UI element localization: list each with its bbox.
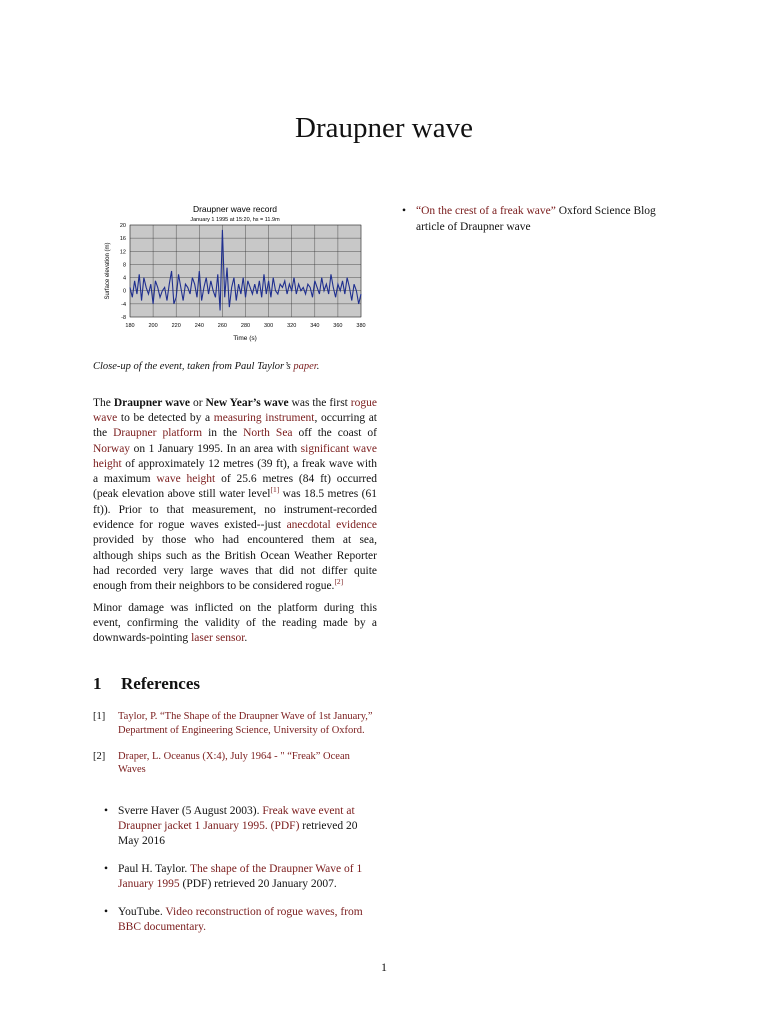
- x-tick-label: 300: [264, 323, 274, 329]
- link-laser-sensor[interactable]: laser sensor: [191, 632, 245, 645]
- main-column: [93, 198, 377, 948]
- bullet-icon: •: [104, 863, 109, 876]
- link-measuring-instrument[interactable]: measuring instrument: [213, 411, 315, 424]
- link-rogue-wave[interactable]: rogue wave: [93, 396, 377, 424]
- list-item: • “On the crest of a freak wave” Oxford Science Blog article of Draupner wave: [402, 205, 656, 233]
- intro-paragraph: The Draupner wave or New Year’s wave was the first rogue wave to be detected by a measuring instrument, occurring at the Draupner platform in the North Sea off the coast of Norway on 1 January 1995. In an area with significant wave height of approximately 12 metres (39 ft), a freak wave with a maximum wave height of 25.6 metres (84 ft) occurred (peak elevation above still water level[1] was 18.5 metres (61 ft)). Prior to that measurement, no instrument-recorded evidence for rogue waves existed--just anecdotal evidence provided by those who had encountered them at sea, although ships such as the British Ocean Weather Reporter had recorded very large waves that did not differ quite enough from their neighbors to be considered rogue.[2]: [93, 396, 378, 593]
- link-taylor-shape[interactable]: The shape of the Draupner Wave of 1 January 1995: [118, 863, 363, 891]
- list-item: • Paul H. Taylor. The shape of the Draupner Wave of 1 January 1995 (PDF) retrieved 20 January 2007.: [104, 863, 363, 891]
- bullet-icon: •: [104, 805, 109, 818]
- citation-1[interactable]: [1]: [270, 485, 280, 495]
- x-tick-label: 240: [194, 323, 204, 329]
- x-tick-labels: [125, 323, 365, 329]
- reference-link-1[interactable]: Taylor, P. “The Shape of the Draupner Wave of 1st January,” Department of Engineering Science, University of Oxford.: [118, 711, 373, 736]
- link-north-sea[interactable]: North Sea: [243, 427, 293, 440]
- x-tick-label: 280: [240, 323, 251, 329]
- link-norway[interactable]: Norway: [93, 442, 131, 455]
- x-tick-label: 180: [125, 323, 135, 329]
- link-draupner-platform[interactable]: Draupner platform: [113, 427, 203, 440]
- x-tick-label: 380: [356, 323, 366, 329]
- y-tick-label: 4: [122, 275, 126, 282]
- x-tick-label: 360: [333, 323, 343, 329]
- link-anecdotal-evidence[interactable]: anecdotal evidence: [286, 519, 378, 532]
- reference-item: [1] Taylor, P. “The Shape of the Draupner Wave of 1st January,” Department of Engineering Science, University of Oxford.: [93, 710, 377, 736]
- x-axis-label: Time (s): [233, 335, 257, 342]
- wave-record-chart: [93, 198, 377, 348]
- page-number: 1: [381, 960, 387, 974]
- y-axis-label: Surface elevation (m): [105, 242, 111, 300]
- y-tick-labels: [120, 223, 126, 321]
- bullet-icon: •: [104, 906, 109, 919]
- page-title: Draupner wave: [295, 112, 473, 144]
- reference-link-2[interactable]: Draper, L. Oceanus (X:4), July 1964 - " “Freak” Ocean Waves: [118, 750, 350, 775]
- link-oxford-science-blog[interactable]: “On the crest of a freak wave”: [416, 205, 556, 217]
- y-tick-label: 12: [119, 249, 126, 256]
- x-tick-label: 340: [310, 323, 320, 329]
- link-significant-wave-height[interactable]: significant wave height: [93, 442, 377, 470]
- citation-2[interactable]: [2]: [334, 577, 344, 587]
- caption-paper-link[interactable]: paper: [293, 361, 317, 372]
- side-column: [400, 204, 684, 235]
- y-tick-label: 16: [119, 236, 126, 243]
- figure-caption: Close-up of the event, taken from Paul Taylor’s paper.: [93, 361, 320, 372]
- chart-title: Draupner wave record: [192, 204, 278, 214]
- link-haver-pdf[interactable]: (PDF): [270, 820, 300, 833]
- link-youtube-video[interactable]: Video reconstruction of rogue waves, from BBC documentary.: [118, 906, 363, 934]
- figure-draupner-record: [93, 198, 377, 348]
- x-tick-label: 200: [148, 323, 158, 329]
- y-tick-label: 20: [119, 223, 126, 229]
- damage-paragraph: Minor damage was inflicted on the platform during this event, confirming the validity of the reading made by a downwards-pointing laser sensor.: [93, 601, 377, 645]
- link-wave-height[interactable]: wave height: [156, 473, 216, 486]
- external-links-list: [93, 804, 377, 935]
- section-heading-references: 1 References: [93, 674, 200, 694]
- reference-item: [2] Draper, L. Oceanus (X:4), July 1964 - " “Freak” Ocean Waves: [93, 750, 377, 776]
- chart-subtitle: January 1 1995 at 15:20, hs = 11.9m: [190, 217, 280, 223]
- side-links-list: [400, 204, 684, 235]
- x-tick-label: 320: [287, 323, 297, 329]
- bullet-icon: •: [402, 205, 407, 217]
- y-tick-label: -4: [121, 301, 126, 308]
- x-tick-label: 220: [171, 323, 181, 329]
- y-tick-label: -8: [121, 315, 126, 321]
- x-tick-label: 260: [217, 323, 227, 329]
- y-tick-label: 8: [122, 262, 126, 269]
- y-tick-label: 0: [122, 288, 126, 295]
- link-haver-freak-wave[interactable]: Freak wave event at Draupner jacket 1 January 1995.: [118, 805, 355, 833]
- list-item: • Sverre Haver (5 August 2003). Freak wave event at Draupner jacket 1 January 1995. (PDF) retrieved 20 May 2016: [104, 805, 358, 848]
- list-item: • YouTube. Video reconstruction of rogue waves, from BBC documentary.: [104, 906, 363, 934]
